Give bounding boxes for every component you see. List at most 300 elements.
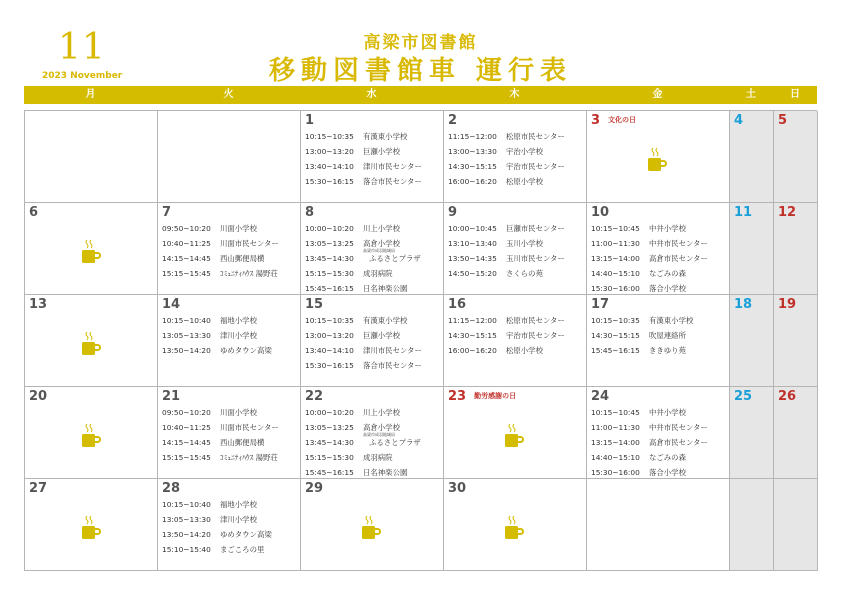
stop-row [162,542,300,557]
stop-time: 13:50~14:20 [162,530,211,539]
weekday-sat: 土 [746,89,756,100]
stop-place [506,177,543,186]
stop-place [220,316,257,325]
day-line [448,205,586,220]
stop-place-label: 福地小学校 [220,316,257,325]
stop-time: 10:15~10:35 [591,316,640,325]
stop-row [162,236,300,251]
stop-place [506,346,543,355]
stop-time: 11:15~12:00 [448,132,497,141]
stop-place [506,331,565,340]
stop-time: 15:15~15:30 [305,269,354,278]
stop-row [591,343,729,358]
stop-list [305,221,443,295]
stop-place-label: 高倉小学校 [363,239,400,248]
stop-place-label: 有漢東小学校 [363,316,408,325]
stop-time: 15:30~16:00 [591,284,640,293]
stop-place [649,224,686,233]
stop-time: 09:50~10:20 [162,224,211,233]
stop-place-label: 成羽病院 [363,269,393,278]
day-number: 10 [591,205,610,220]
stop-place [220,331,257,340]
coffee-cup-icon [504,423,524,449]
day-line [305,113,443,128]
stop-row [305,144,443,159]
month-subtitle: 2023 November [42,71,123,81]
stop-place-label: なごみの森 [649,269,686,278]
stop-place [220,500,257,509]
stop-row [305,281,443,295]
stop-place [363,239,400,248]
stop-row [591,328,729,343]
stop-row [591,435,729,450]
stop-place-label: 日名神楽公園 [363,284,408,293]
calendar-day [444,295,587,387]
coffee-cup-icon [361,515,381,541]
stop-place-label: 宇治市民センター [506,331,565,340]
stop-row [162,527,300,542]
stop-row [305,248,443,266]
stop-place-label: 津川市民センター [363,162,422,171]
stop-place [220,408,257,417]
stop-place [363,468,407,477]
day-number: 4 [734,113,744,128]
stop-list [305,129,443,189]
stop-row [591,221,729,236]
stop-place [220,438,264,447]
stop-time: 13:15~14:00 [591,438,640,447]
stop-place-label: なごみの森 [649,453,686,462]
stop-place [649,468,686,477]
calendar-day [774,111,818,203]
stop-place-label: 福地小学校 [220,500,257,509]
stop-place-label: 巨瀬市民センター [506,224,565,233]
calendar-empty-cell [25,111,158,203]
stop-place-label: 津川市民センター [363,346,422,355]
stop-time: 13:00~13:20 [305,147,354,156]
stop-row [591,236,729,251]
stop-place-label: 中井小学校 [649,224,686,233]
day-line [448,481,586,496]
stop-row [591,450,729,465]
day-number: 8 [305,205,315,220]
stop-time: 11:15~12:00 [448,316,497,325]
stop-list [448,129,586,189]
day-number: 5 [778,113,788,128]
stop-note: 高梁市成羽地域局 [363,248,395,253]
stop-time: 13:45~14:30 [305,254,354,263]
day-line [305,205,443,220]
stop-place-label: 宇治市民センター [506,162,565,171]
day-line [29,297,157,312]
day-line [305,481,443,496]
coffee-cup-icon [81,331,101,357]
stop-place [363,408,400,417]
stop-place-label: 落合小学校 [649,468,686,477]
stop-list [591,221,729,295]
day-line [448,389,586,404]
calendar-day [730,387,774,479]
day-number: 30 [448,481,467,496]
day-number: 2 [448,113,458,128]
stop-time: 10:15~10:40 [162,500,211,509]
stop-row [448,251,586,266]
stop-row [305,405,443,420]
stop-row [305,358,443,373]
stop-place-label: 成羽病院 [363,453,393,462]
stop-place [649,346,686,355]
day-line [162,205,300,220]
stop-row [591,405,729,420]
day-line [734,297,773,312]
stop-row [448,129,586,144]
day-line [591,113,729,128]
stop-place-label: 津川小学校 [220,331,257,340]
stop-row [448,174,586,189]
day-line [778,205,817,220]
stop-row [448,221,586,236]
weekday-fri: 金 [652,89,663,100]
stop-place [220,269,278,278]
calendar-day [774,387,818,479]
stop-time: 10:40~11:25 [162,423,211,432]
stop-place [220,254,264,263]
stop-time: 15:10~15:40 [162,545,211,554]
day-line [778,113,817,128]
stop-row [305,328,443,343]
stop-row [162,328,300,343]
stop-row [448,266,586,281]
stop-row [305,465,443,479]
stop-time: 10:00~10:45 [448,224,497,233]
stop-time: 13:40~14:10 [305,162,354,171]
stop-time: 15:15~15:45 [162,269,211,278]
stop-row [591,281,729,295]
stop-time: 15:45~16:15 [305,284,354,293]
stop-place-label: ゆめタウン高梁 [220,530,272,539]
day-number: 11 [734,205,753,220]
weekday-wed: 水 [366,89,377,100]
day-line [305,389,443,404]
stop-place-label: 有漢東小学校 [649,316,694,325]
stop-time: 16:00~16:20 [448,346,497,355]
stop-place [220,423,279,432]
stop-place-label: 有漢東小学校 [363,132,408,141]
calendar-day [444,479,587,571]
stop-time: 16:00~16:20 [448,177,497,186]
calendar-day [587,387,730,479]
stop-time: 13:50~14:20 [162,346,211,355]
stop-row [162,313,300,328]
calendar-day [301,111,444,203]
stop-time: 14:40~15:10 [591,269,640,278]
stop-time: 13:15~14:00 [591,254,640,263]
stop-time: 15:30~16:00 [591,468,640,477]
day-number: 26 [778,389,797,404]
calendar-day [301,295,444,387]
day-line [162,481,300,496]
stop-time: 13:05~13:30 [162,331,211,340]
day-number: 12 [778,205,797,220]
stop-place-label: 高倉市民センター [649,438,708,447]
stop-place [363,132,407,141]
stop-place-label: 落合市民センター [363,177,422,186]
stop-place [363,361,422,370]
stop-place-label: ゆめタウン高梁 [220,346,272,355]
stop-place [363,269,393,278]
stop-place-label: 松原小学校 [506,346,543,355]
day-line [162,389,300,404]
calendar-day [730,203,774,295]
stop-note: 高梁市成羽地域局 [363,432,395,437]
calendar-day [444,111,587,203]
stop-row [448,159,586,174]
stop-place-label: 川面市民センター [220,423,279,432]
stop-place-label: ふるさとプラザ [369,438,421,447]
stop-time: 10:15~10:35 [305,316,354,325]
stop-row [448,328,586,343]
day-number: 20 [29,389,48,404]
calendar-day [587,203,730,295]
stop-place-label: ｺﾐｭﾆﾃｨﾊｳｽ 湯野荘 [220,269,278,278]
stop-place-label: 中井市民センター [649,239,708,248]
stop-place [649,453,686,462]
stop-time: 14:15~14:45 [162,254,211,263]
stop-time: 10:15~10:40 [162,316,211,325]
stop-time: 14:15~14:45 [162,438,211,447]
day-line [734,205,773,220]
stop-place [363,177,422,186]
stop-row [591,251,729,266]
stop-place-label: 西山郵便局横 [220,438,265,447]
stop-row [162,405,300,420]
calendar-day [730,295,774,387]
stop-place-label: 津川小学校 [220,515,257,524]
calendar-day [774,203,818,295]
stop-place [220,346,272,355]
calendar-day [25,387,158,479]
stop-place [363,423,400,432]
stop-time: 10:00~10:20 [305,224,354,233]
stop-place [220,239,279,248]
stop-place [506,254,565,263]
stop-row [162,251,300,266]
month-number: 11 [58,27,106,68]
calendar-empty-cell [587,479,730,571]
stop-place-label: 高倉小学校 [363,423,400,432]
day-line [29,205,157,220]
stop-row [162,512,300,527]
stop-time: 13:45~14:30 [305,438,354,447]
stop-place-label: 落合市民センター [363,361,422,370]
stop-row [305,159,443,174]
stop-time: 14:30~15:15 [591,331,640,340]
stop-row [591,313,729,328]
calendar-day [25,295,158,387]
stop-place-label: 日名神楽公園 [363,468,408,477]
day-number: 19 [778,297,797,312]
stop-time: 15:30~16:15 [305,361,354,370]
stop-row [448,144,586,159]
stop-place [363,331,400,340]
stop-time: 13:05~13:25 [305,423,354,432]
stop-place [220,515,257,524]
day-number: 13 [29,297,48,312]
stop-row [162,435,300,450]
stop-place-label: 玉川小学校 [506,239,543,248]
stop-place [363,224,400,233]
stop-time: 15:45~16:15 [305,468,354,477]
calendar-empty-cell [730,479,774,571]
stop-time: 14:30~15:15 [448,162,497,171]
stop-place-label: 松原市民センター [506,316,565,325]
stop-time: 11:00~11:30 [591,239,640,248]
day-line [591,389,729,404]
stop-row [305,313,443,328]
day-number: 9 [448,205,458,220]
stop-place [363,248,421,263]
stop-place-label: 中井市民センター [649,423,708,432]
day-number: 29 [305,481,324,496]
stop-place [363,346,422,355]
day-number: 17 [591,297,610,312]
stop-list [305,405,443,479]
library-name: 高梁市図書館 [363,33,478,53]
stop-place [649,423,708,432]
stop-place [649,408,686,417]
stop-time: 13:50~14:35 [448,254,497,263]
day-number: 3 [591,113,601,128]
coffee-cup-icon [81,423,101,449]
stop-place-label: 玉川市民センター [506,254,565,263]
stop-place-label: 川上小学校 [363,408,400,417]
stop-time: 15:45~16:15 [591,346,640,355]
stop-row [162,221,300,236]
day-number: 24 [591,389,610,404]
weekday-header [24,86,817,104]
stop-list [162,497,300,557]
stop-place [649,239,708,248]
stop-place-label: 宇治小学校 [506,147,543,156]
calendar-day [25,203,158,295]
stop-place [649,254,708,263]
day-number: 18 [734,297,753,312]
stop-place [649,438,708,447]
stop-time: 09:50~10:20 [162,408,211,417]
calendar-day [774,295,818,387]
stop-row [448,313,586,328]
stop-row [162,450,300,465]
day-line [162,297,300,312]
calendar-day [158,387,301,479]
stop-place-label: ｺﾐｭﾆﾃｨﾊｳｽ 湯野荘 [220,453,278,462]
calendar-day [587,295,730,387]
weekday-tue: 火 [223,89,234,100]
coffee-cup-icon [504,515,524,541]
stop-place-label: ふるさとプラザ [369,254,421,263]
day-number: 15 [305,297,324,312]
stop-place-label: 吹屋連絡所 [649,331,686,340]
stop-time: 14:50~15:20 [448,269,497,278]
stop-list [448,313,586,358]
stop-row [591,465,729,479]
page-title: 移動図書館車 運行表 [268,56,573,86]
stop-place-label: 川面市民センター [220,239,279,248]
calendar-day [158,479,301,571]
stop-place [220,530,272,539]
day-number: 7 [162,205,172,220]
stop-row [162,497,300,512]
stop-place [506,269,543,278]
stop-row [305,129,443,144]
stop-list [162,405,300,465]
stop-place [506,316,565,325]
stop-place-label: 松原小学校 [506,177,543,186]
stop-place-label: さくらの苑 [506,269,543,278]
calendar-day [587,111,730,203]
stop-place [649,316,693,325]
stop-place [649,284,686,293]
stop-place-label: 巨瀬小学校 [363,331,400,340]
stop-time: 15:15~15:30 [305,453,354,462]
day-number: 6 [29,205,39,220]
stop-place-label: 川面小学校 [220,224,257,233]
stop-row [305,343,443,358]
day-number: 16 [448,297,467,312]
stop-list [162,221,300,281]
stop-row [591,266,729,281]
stop-place [220,224,257,233]
day-number: 21 [162,389,181,404]
stop-list [591,313,729,358]
calendar-empty-cell [774,479,818,571]
stop-place [220,453,278,462]
stop-time: 13:10~13:40 [448,239,497,248]
stop-time: 10:15~10:45 [591,224,640,233]
day-number: 14 [162,297,181,312]
calendar-day [158,295,301,387]
stop-place-label: 西山郵便局横 [220,254,265,263]
stop-place-label: 高倉市民センター [649,254,708,263]
stop-row [305,174,443,189]
holiday-name: 文化の日 [608,116,637,124]
calendar-day [730,111,774,203]
calendar-day [444,203,587,295]
day-number: 22 [305,389,324,404]
stop-row [448,236,586,251]
day-line [591,297,729,312]
stop-place-label: まごころの里 [220,545,265,554]
stop-place [649,331,686,340]
day-line [778,297,817,312]
calendar-grid [24,110,817,571]
calendar-day [301,387,444,479]
coffee-cup-icon [81,239,101,265]
stop-time: 13:05~13:25 [305,239,354,248]
stop-row [162,266,300,281]
day-line [734,113,773,128]
stop-place [649,269,686,278]
coffee-cup-icon [647,147,667,173]
stop-place-label: 巨瀬小学校 [363,147,400,156]
day-line [778,389,817,404]
stop-list [305,313,443,373]
stop-row [448,343,586,358]
day-number: 23 [448,389,467,404]
stop-row [305,450,443,465]
stop-list [591,405,729,479]
stop-row [162,420,300,435]
